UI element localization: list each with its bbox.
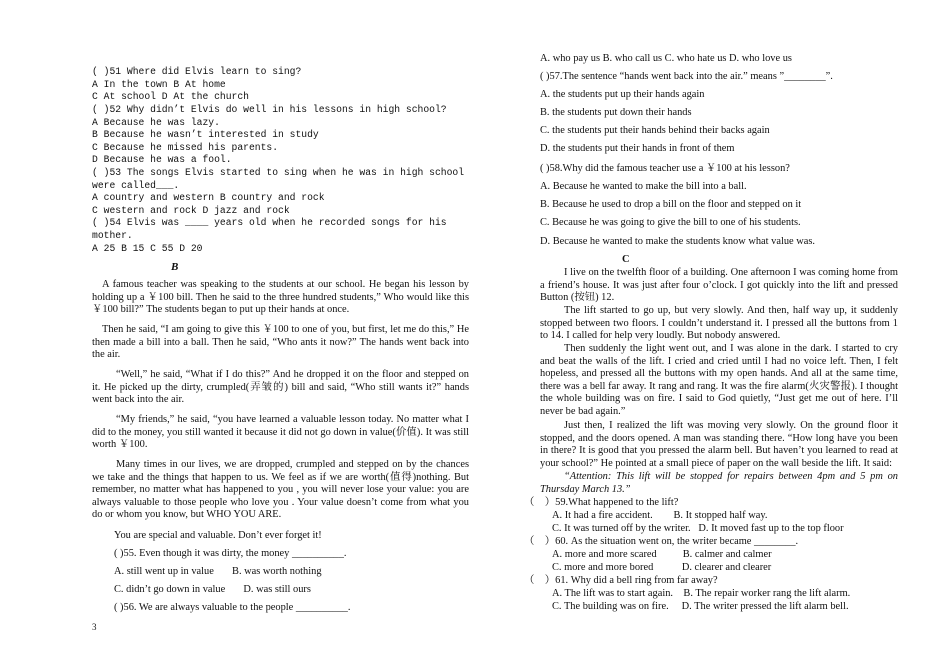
passage-b-p5: Many times in our lives, we are dropped, crumpled and stepped on by the chances we take and the things that happen to us. We feel as if we are worth(值得)nothing. But remember, no matter what has happened to you , you will never lose your value: you are always valuable to those people who love you . Your value doesn’t come from what you do or whom you know, but WHO YOU ARE.: [92, 459, 469, 521]
q61-options-cd: C. The building was on fire. D. The writer pressed the lift alarm bell.: [552, 601, 849, 612]
passage-b-p6: You are special and valuable. Don’t ever forget it!: [114, 530, 322, 541]
q57-option-a: A. the students put up their hands again: [540, 89, 705, 100]
q52-option-a: A Because he was lazy.: [92, 117, 220, 128]
q53-stem-cont: were called___.: [92, 180, 180, 191]
q55-stem: ( )55. Even though it was dirty, the money __________.: [114, 548, 347, 559]
q58-stem: ( )58.Why did the famous teacher use a ￥100 at his lesson?: [540, 163, 790, 174]
passage-c-p3: Then suddenly the light went out, and I was alone in the dark. I started to cry and beat the walls of the lift. I cried and cried until I had no voice left. Then, I felt hopeless, and pressed all the buttons with my open hands. And all at the same time, there was a bell far away. It rang and rang. It was the fire alarm(火灾警报). I thought the whole building was on fire. I said to God quietly, “Just get me out of here. I’ll never be bad again.”: [540, 343, 898, 417]
page-number: 3: [92, 622, 97, 632]
q52-option-d: D Because he was a fool.: [92, 154, 232, 165]
q56-stem: ( )56. We are always valuable to the people __________.: [114, 602, 351, 613]
q57-stem: ( )57.The sentence “hands went back into the air.” means ”________”.: [540, 71, 833, 82]
q55-options-cd: C. didn’t go down in value D. was still ours: [114, 584, 311, 595]
q51-options-cd: C At school D At the church: [92, 91, 249, 102]
passage-b-p4: “My friends,” he said, “you have learned a valuable lesson today. No matter what I did to the money, you still wanted it because it did not go down in value(价值). It was still worth ￥100.: [92, 414, 469, 451]
q58-option-b: B. Because he used to drop a bill on the floor and stepped on it: [540, 199, 802, 210]
q60-stem: （ ）60. As the situation went on, the writer became ________.: [524, 536, 799, 547]
q55-options-ab: A. still went up in value B. was worth nothing: [114, 566, 322, 577]
q51-stem: ( )51 Where did Elvis learn to sing?: [92, 66, 302, 77]
q51-options-ab: A In the town B At home: [92, 79, 226, 90]
q54-stem: ( )54 Elvis was ____ years old when he recorded songs for his: [92, 217, 447, 228]
q57-option-b: B. the students put down their hands: [540, 107, 692, 118]
section-b-heading: B: [171, 261, 179, 273]
q53-options-ab: A country and western B country and rock: [92, 192, 325, 203]
passage-c-p1: I live on the twelfth floor of a building. One afternoon I was coming home from a friend’s house. It was just after four o’clock. I got quickly into the lift and pressed Button (按钮) 12.: [540, 267, 898, 304]
q60-options-cd: C. more and more bored D. clearer and clearer: [552, 562, 772, 573]
q59-options-cd: C. It was turned off by the writer. D. It moved fast up to the top floor: [552, 523, 844, 534]
q58-option-d: D. Because he wanted to make the students know what value was.: [540, 236, 815, 247]
q58-option-c: C. Because he was going to give the bill to one of his students.: [540, 217, 801, 228]
q61-stem: （ ）61. Why did a bell ring from far away?: [524, 575, 718, 586]
q57-option-c: C. the students put their hands behind their backs again: [540, 125, 770, 136]
q53-stem: ( )53 The songs Elvis started to sing when he was in high school: [92, 167, 465, 178]
q52-option-b: B Because he wasn’t interested in study: [92, 129, 319, 140]
passage-b-p2: Then he said, “I am going to give this ￥100 to one of you, but first, let me do this,” He then made a bill into a ball. Then he said, “Who ants it now?” The hands went back into the air.: [92, 324, 469, 361]
q54-options: A 25 B 15 C 55 D 20: [92, 243, 203, 254]
passage-b-p3: “Well,” he said, “What if I do this?” And he dropped it on the floor and stepped on it. He picked up the dirty, crumpled(弄皱的) bill and said, “Who still wants it?” hands went back into the air.: [92, 369, 469, 406]
q57-option-d: D. the students put their hands in front of them: [540, 143, 735, 154]
q59-options-ab: A. It had a fire accident. B. It stopped half way.: [552, 510, 768, 521]
q56-options: A. who pay us B. who call us C. who hate us D. who love us: [540, 53, 792, 64]
section-c-heading: C: [622, 254, 630, 265]
passage-c-p4: Just then, I realized the lift was moving very slowly. On the ground floor it stopped, and the doors opened. A man was standing there. “How long have you been in there? It is good that you pressed the alarm bell. But haven’t you learned to read at your school?” He pointed at a small piece of paper on the wall beside the lift. It said:: [540, 420, 898, 469]
passage-c-notice: “Attention: This lift will be stopped for repairs between 4pm and 5 pm on Thursday March 13.”: [540, 471, 898, 495]
q54-stem-cont: mother.: [92, 230, 133, 241]
q52-stem: ( )52 Why didn’t Elvis do well in his lessons in high school?: [92, 104, 447, 115]
q60-options-ab: A. more and more scared B. calmer and calmer: [552, 549, 772, 560]
q61-options-ab: A. The lift was to start again. B. The repair worker rang the lift alarm.: [552, 588, 851, 599]
q52-option-c: C Because he missed his parents.: [92, 142, 279, 153]
q59-stem: （ ）59.What happened to the lift?: [524, 497, 679, 508]
q58-option-a: A. Because he wanted to make the bill into a ball.: [540, 181, 747, 192]
q53-options-cd: C western and rock D jazz and rock: [92, 205, 290, 216]
passage-c-p2: The lift started to go up, but very slowly. And then, half way up, it suddenly stopped between two floors. I couldn’t understand it. I pressed all the buttons from 1 to 14. I called for help very loudly. But nobody answered.: [540, 305, 898, 342]
passage-b-p1: A famous teacher was speaking to the students at our school. He began his lesson by holding up a ￥100 bill. Then he said to the three hundred students,” Who would like this ￥100 bill?” The students began to put up their hands at once.: [92, 279, 469, 316]
